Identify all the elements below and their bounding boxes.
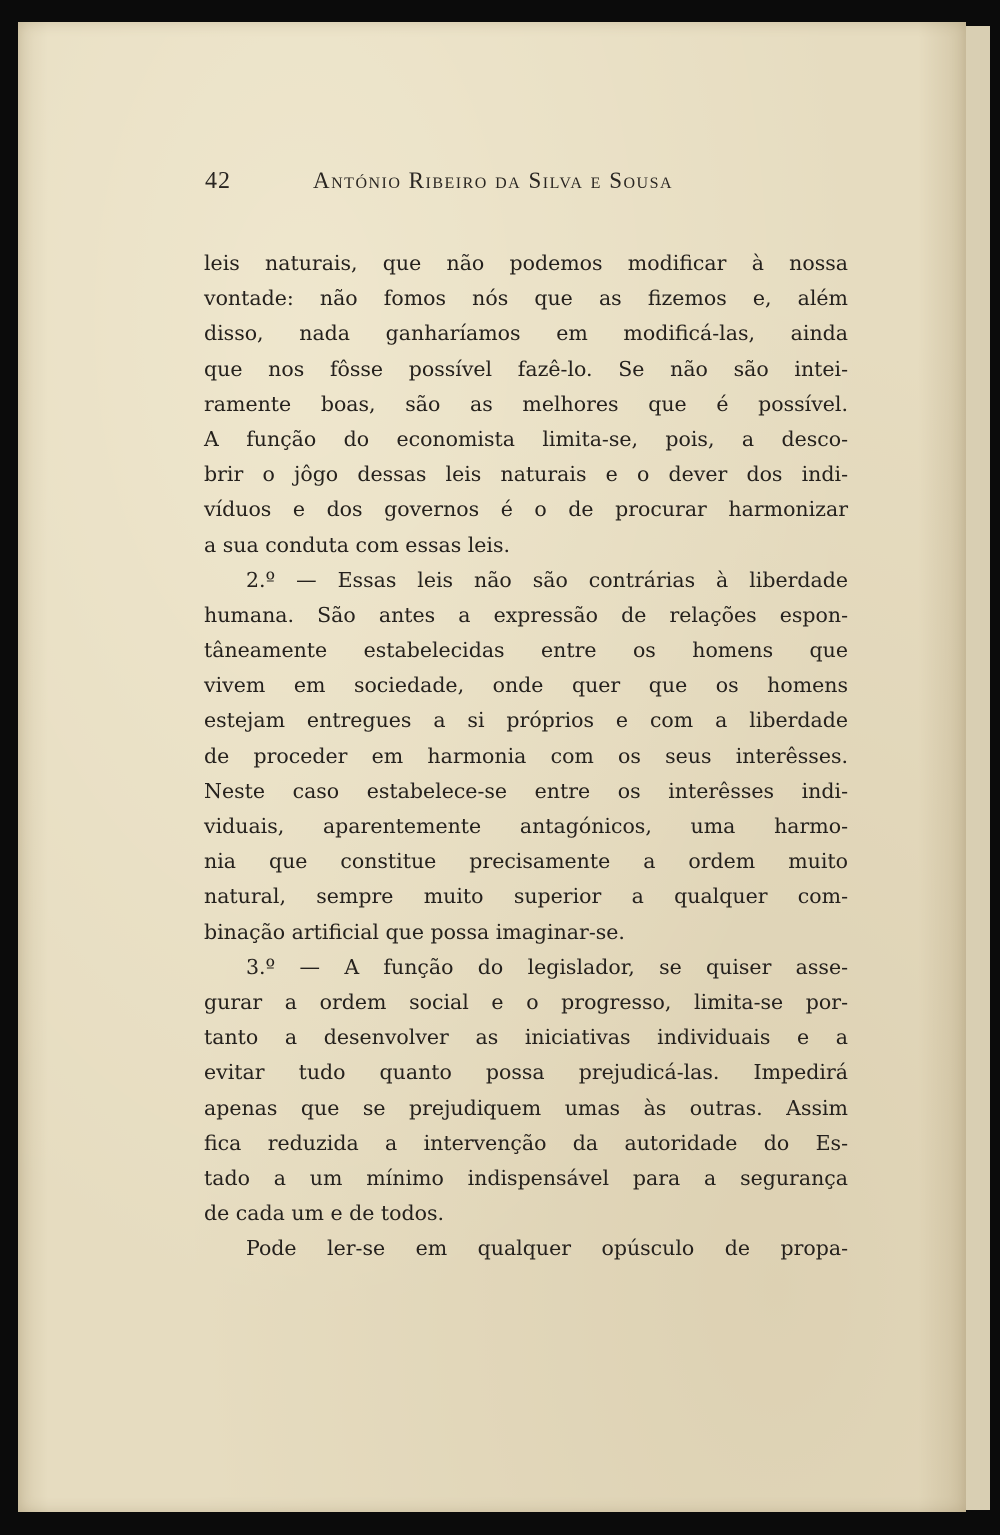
text-line: a sua conduta com essas leis. <box>204 532 511 557</box>
text-line: vontade: não fomos nós que as fizemos e, além <box>204 286 848 311</box>
text-line: Pode ler-se em qualquer opúsculo de propa- <box>246 1236 848 1261</box>
text-line: evitar tudo quanto possa prejudicá-las. Impedirá <box>204 1060 848 1085</box>
text-line: estejam entregues a si próprios e com a liberdade <box>204 708 848 733</box>
text-line: humana. São antes a expressão de relações espon- <box>204 602 848 627</box>
text-line: leis naturais, que não podemos modificar à nossa <box>204 251 848 275</box>
text-line: binação artificial que possa imaginar-se. <box>204 919 625 944</box>
text-line: A função do economista limita-se, pois, a desco- <box>204 426 848 451</box>
text-line: viduais, aparentemente antagónicos, uma harmo- <box>204 814 848 838</box>
text-line: tanto a desenvolver as iniciativas individuais e a <box>204 1025 848 1050</box>
running-head: António Ribeiro da Silva e Sousa <box>313 168 674 193</box>
text-line: apenas que se prejudiquem umas às outras. Assim <box>204 1095 848 1120</box>
text-line: tâneamente estabelecidas entre os homens que <box>204 638 848 663</box>
page-header <box>205 168 845 202</box>
text-line: de proceder em harmonia com os seus interêsses. <box>204 743 848 768</box>
text-line: que nos fôsse possível fazê-lo. Se não são intei- <box>204 356 848 381</box>
text-line: vivem em sociedade, onde quer que os homens <box>204 673 848 698</box>
text-line: 3.º — A função do legislador, se quiser asse- <box>246 954 848 979</box>
text-line: fica reduzida a intervenção da autoridade do Es- <box>204 1130 848 1155</box>
text-line: nia que constitue precisamente a ordem muito <box>204 849 848 874</box>
text-line: disso, nada ganharíamos em modificá-las, ainda <box>204 321 848 346</box>
text-line: natural, sempre muito superior a qualquer com- <box>204 884 848 909</box>
text-line: gurar a ordem social e o progresso, limita-se por- <box>204 989 848 1014</box>
text-line: 2.º — Essas leis não são contrárias à liberdade <box>246 567 848 592</box>
text-line: víduos e dos governos é o de procurar harmonizar <box>204 497 848 522</box>
text-line: ramente boas, são as melhores que é possível. <box>204 391 848 416</box>
text-line: Neste caso estabelece-se entre os interêsses indi- <box>204 778 848 803</box>
text-line: tado a um mínimo indispensável para a segurança <box>204 1165 848 1190</box>
text-line: de cada um e de todos. <box>204 1201 444 1226</box>
text-line: brir o jôgo dessas leis naturais e o dever dos indi- <box>204 462 848 487</box>
body-text <box>204 246 848 1266</box>
page-number: 42 <box>205 168 231 194</box>
